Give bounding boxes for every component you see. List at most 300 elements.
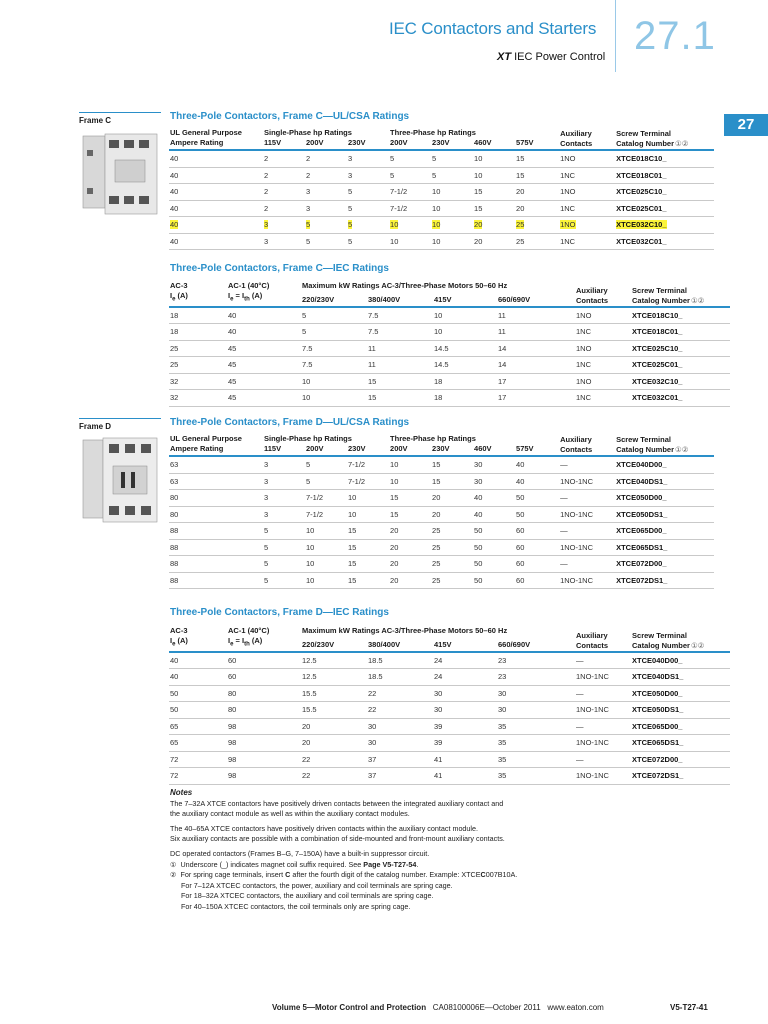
table-cell <box>473 456 515 473</box>
cell-value: 5 <box>264 575 269 585</box>
cell-value: 1NO <box>576 343 592 353</box>
cell-value: 25 <box>170 343 179 353</box>
table-cell <box>347 473 389 490</box>
note-paragraph-1b: the auxiliary contact module as well as within the auxiliary contact modules. <box>170 809 410 819</box>
note-paragraph-3: Six auxiliary contacts are possible with a combination of side-mounted and front-mount auxiliary contacts. <box>170 834 505 844</box>
cell-value: 10 <box>432 187 441 197</box>
table-cell <box>433 307 497 324</box>
catalog-number-cell[interactable] <box>631 357 730 374</box>
table-cell <box>263 556 305 573</box>
chapter-tab[interactable]: 27 <box>724 114 768 136</box>
table-cell <box>169 150 263 167</box>
table-cell <box>433 390 497 407</box>
cell-value: 7-1/2 <box>348 476 366 486</box>
table-cell <box>433 685 497 702</box>
table-row <box>169 523 714 540</box>
cell-value: 10 <box>306 559 315 569</box>
header-subtitle-text: IEC Power Control <box>514 51 606 63</box>
cell-value: 11 <box>498 327 506 337</box>
table-cell <box>515 473 559 490</box>
table-cell <box>515 572 559 589</box>
table-cell <box>169 735 227 752</box>
table-cell <box>263 572 305 589</box>
table-cell <box>389 456 431 473</box>
table-row <box>169 390 730 407</box>
cell-value: 5 <box>306 220 311 230</box>
ith-eq: = I <box>233 291 245 300</box>
cell-value: XTCE032C10_ <box>632 376 683 386</box>
cell-value: XTCE050DS1_ <box>616 509 668 519</box>
table-cell <box>301 735 367 752</box>
table-row <box>169 572 714 589</box>
table-cell <box>263 184 305 201</box>
catalog-number-cell[interactable] <box>631 751 730 768</box>
cell-value: 18 <box>170 310 179 320</box>
table-cell <box>433 718 497 735</box>
table-cell <box>559 456 615 473</box>
c_iec-catalog-header <box>631 281 730 307</box>
c_ul-single-phase-header: Single-Phase hp Ratings <box>264 128 352 137</box>
cell-value: 40 <box>474 493 483 503</box>
table-cell <box>515 523 559 540</box>
table-cell <box>389 556 431 573</box>
cell-value: 7-1/2 <box>306 493 324 503</box>
cell-value: — <box>560 526 568 536</box>
cell-value: XTCE040D00_ <box>616 460 667 470</box>
ith-i: I <box>228 291 231 300</box>
catalog-number-cell[interactable] <box>631 768 730 785</box>
cell-value: 20 <box>432 509 441 519</box>
cell-value: 20 <box>390 526 399 536</box>
cell-value: 5 <box>264 559 269 569</box>
catalog-header-line2: Catalog Number <box>616 139 675 148</box>
cell-value: 7-1/2 <box>390 187 408 197</box>
table-cell <box>473 200 515 217</box>
cell-value: 98 <box>228 738 237 748</box>
table-cell <box>431 556 473 573</box>
footnote-ref-marks: ①② <box>690 295 705 305</box>
catalog-number-cell[interactable] <box>615 523 714 540</box>
table-cell <box>227 669 301 686</box>
cell-value: 3 <box>348 170 353 180</box>
ith-unit: (A) <box>249 291 263 300</box>
table-cell <box>301 340 367 357</box>
catalog-number-cell[interactable] <box>615 456 714 473</box>
catalog-number-cell[interactable] <box>631 735 730 752</box>
catalog-number-cell[interactable] <box>631 390 730 407</box>
table-cell <box>575 735 631 752</box>
footer-page-number: V5-T27-41 <box>670 1003 708 1012</box>
cell-value: 40 <box>516 476 525 486</box>
cell-value: 60 <box>228 655 237 665</box>
table-cell <box>169 702 227 719</box>
table-cell <box>431 456 473 473</box>
ith-sub-e: e <box>230 296 234 303</box>
cell-value: 30 <box>498 688 507 698</box>
table-row <box>169 702 730 719</box>
table-cell <box>575 307 631 324</box>
catalog-number-cell[interactable] <box>615 184 714 201</box>
cell-value: 15 <box>516 154 525 164</box>
cell-value: 11 <box>368 343 376 353</box>
table-cell <box>389 233 431 250</box>
header-subtitle-prefix: XT <box>497 51 512 63</box>
table-cell <box>169 539 263 556</box>
table-c-iec-title: Three-Pole Contactors, Frame C—IEC Ratings <box>170 263 389 274</box>
cell-value: 1NC <box>576 393 592 403</box>
cell-value: — <box>560 493 568 503</box>
ie-unit: (A) <box>175 636 188 645</box>
catalog-number-cell[interactable] <box>631 324 730 341</box>
catalog-number-cell[interactable] <box>615 473 714 490</box>
d_iec-aux-header <box>575 626 631 652</box>
table-cell <box>389 200 431 217</box>
table-cell <box>227 390 301 407</box>
table-cell <box>431 523 473 540</box>
table-cell <box>301 669 367 686</box>
cell-value: 88 <box>170 575 179 585</box>
catalog-number-cell[interactable] <box>631 702 730 719</box>
note-paragraph-1: The 7–32A XTCE contactors have positively driven contacts between the integrated auxiliary contact and <box>170 798 504 808</box>
table-cell <box>559 473 615 490</box>
table-row <box>169 200 714 217</box>
footnote-1-page-link[interactable]: Page V5-T27-54 <box>363 859 417 869</box>
cell-value: 15 <box>348 575 357 585</box>
table-cell <box>515 456 559 473</box>
cell-value: 41 <box>434 771 443 781</box>
footer <box>272 1003 604 1012</box>
ith-sub-th: th <box>244 641 250 648</box>
cell-value: 10 <box>474 170 483 180</box>
cell-value: 60 <box>516 559 525 569</box>
cell-value: 2 <box>264 154 269 164</box>
footer-website[interactable]: www.eaton.com <box>547 1003 604 1012</box>
cell-value: XTCE072DS1_ <box>616 575 668 585</box>
cell-value: 10 <box>306 575 315 585</box>
footnote-2 <box>170 870 590 881</box>
table-cell <box>433 652 497 669</box>
cell-value: 40 <box>474 509 483 519</box>
aux-header-line1: Auxiliary <box>576 630 608 640</box>
catalog-number-cell[interactable] <box>631 685 730 702</box>
cell-value: 10 <box>432 220 441 230</box>
table-cell <box>559 572 615 589</box>
cell-value: 3 <box>306 187 311 197</box>
cell-value: — <box>560 559 568 569</box>
table-cell <box>473 539 515 556</box>
table-row <box>169 307 730 324</box>
section-number: 27.1 <box>634 14 716 58</box>
table-cell <box>227 768 301 785</box>
cell-value: 10 <box>348 509 357 519</box>
cell-value: 5 <box>302 310 307 320</box>
table-row <box>169 556 714 573</box>
c_ul-voltage-header-2: 230V <box>347 138 389 150</box>
table-cell <box>497 390 575 407</box>
cell-value: 14.5 <box>434 360 449 370</box>
table-row <box>169 357 730 374</box>
catalog-number-cell[interactable] <box>615 539 714 556</box>
table-cell <box>347 506 389 523</box>
table-cell <box>433 702 497 719</box>
table-cell <box>497 324 575 341</box>
table-cell <box>473 184 515 201</box>
table-cell <box>515 233 559 250</box>
cell-value: 10 <box>390 236 399 246</box>
cell-value: 3 <box>264 493 269 503</box>
cell-value: 20 <box>302 738 311 748</box>
cell-value: 1NO-1NC <box>576 672 609 682</box>
cell-value: 60 <box>516 542 525 552</box>
catalog-header-line2: Catalog Number <box>632 640 690 650</box>
d_iec-ith-header <box>227 636 301 652</box>
c_ul-voltage-header-1: 200V <box>305 138 347 150</box>
header-title: IEC Contactors and Starters <box>389 19 597 38</box>
catalog-number-cell[interactable] <box>615 556 714 573</box>
cell-value: 7.5 <box>302 360 313 370</box>
table-cell <box>431 167 473 184</box>
cell-value: 10 <box>306 542 315 552</box>
table-cell <box>263 217 305 234</box>
d_iec-kw-voltage-header-0: 220/230V <box>301 636 367 652</box>
table-row <box>169 473 714 490</box>
table-cell <box>515 539 559 556</box>
cell-value: 22 <box>368 705 377 715</box>
cell-value: 63 <box>170 476 179 486</box>
table-cell <box>305 523 347 540</box>
table-row <box>169 539 714 556</box>
table-cell <box>227 307 301 324</box>
table-cell <box>515 556 559 573</box>
cell-value: 7.5 <box>302 343 313 353</box>
table-row <box>169 718 730 735</box>
table-cell <box>263 490 305 507</box>
catalog-header-line1: Screw Terminal <box>632 630 687 640</box>
cell-value: 15.5 <box>302 688 317 698</box>
table-cell <box>305 233 347 250</box>
table-cell <box>169 373 227 390</box>
cell-value: 14.5 <box>434 343 449 353</box>
catalog-header-line2: Catalog Number <box>616 445 675 454</box>
table-cell <box>575 340 631 357</box>
cell-value: 15 <box>390 509 399 519</box>
cell-value: 22 <box>302 754 311 764</box>
cell-value: 17 <box>498 376 507 386</box>
cell-value: XTCE018C10_ <box>632 310 683 320</box>
table-row <box>169 324 730 341</box>
catalog-number-cell[interactable] <box>615 150 714 167</box>
catalog-number-cell[interactable] <box>631 669 730 686</box>
table-cell <box>367 340 433 357</box>
table-cell <box>347 217 389 234</box>
cell-value: 25 <box>170 360 179 370</box>
cell-value: 40 <box>170 187 179 197</box>
d_ul-voltage-header-5: 460V <box>473 444 515 456</box>
catalog-number-cell[interactable] <box>615 200 714 217</box>
cell-value: 20 <box>516 203 525 213</box>
table-cell <box>431 217 473 234</box>
cell-value: 20 <box>474 220 483 230</box>
cell-value: 98 <box>228 754 237 764</box>
table-cell <box>497 768 575 785</box>
cell-value: 1NC <box>560 236 576 246</box>
cell-value: 1NC <box>560 203 576 213</box>
table-cell <box>497 307 575 324</box>
table-cell <box>301 702 367 719</box>
table-cell <box>301 768 367 785</box>
d_ul-voltage-header-2: 230V <box>347 444 389 456</box>
table-cell <box>301 685 367 702</box>
table-cell <box>227 685 301 702</box>
cell-value: — <box>576 688 584 698</box>
ie-sub: e <box>172 296 176 303</box>
table-cell <box>389 217 431 234</box>
frame-c-rule <box>79 112 161 113</box>
cell-value: 63 <box>170 460 179 470</box>
table-cell <box>431 184 473 201</box>
table-row <box>169 506 714 523</box>
cell-value: XTCE025C01_ <box>616 203 667 213</box>
table-row <box>169 373 730 390</box>
cell-value: 45 <box>228 393 237 403</box>
cell-value: 5 <box>306 476 311 486</box>
table-row <box>169 685 730 702</box>
cell-value: 5 <box>432 170 437 180</box>
table-row <box>169 652 730 669</box>
table-row <box>169 456 714 473</box>
cell-value: 30 <box>474 476 483 486</box>
footer-doc-number: CA08100006E—October 2011 <box>432 1003 541 1012</box>
cell-value: 50 <box>474 559 483 569</box>
note-paragraph-4: DC operated contactors (Frames B–G, 7–150A) have a built-in suppressor circuit. <box>170 848 430 858</box>
table-cell <box>263 506 305 523</box>
cell-value: — <box>560 460 568 470</box>
cell-value: 18.5 <box>368 655 383 665</box>
cell-value: 1NO <box>560 187 576 197</box>
table-cell <box>497 685 575 702</box>
d_ul-catalog-header <box>615 434 714 456</box>
table-cell <box>169 217 263 234</box>
table-cell <box>559 200 615 217</box>
table-cell <box>575 357 631 374</box>
cell-value: 11 <box>368 360 376 370</box>
footnote-2-text2: after the fourth digit of the catalog number. Example: XTCE <box>290 870 481 880</box>
cell-value: 10 <box>390 220 399 230</box>
cell-value: 2 <box>264 203 269 213</box>
cell-value: 40 <box>228 327 237 337</box>
table-cell <box>263 523 305 540</box>
table-cell <box>305 150 347 167</box>
table-cell <box>559 539 615 556</box>
table-cell <box>367 685 433 702</box>
c_ul-ampere-header-line2: Ampere Rating <box>169 138 263 150</box>
table-cell <box>263 473 305 490</box>
footnote-1-end: . <box>416 859 419 869</box>
table-cell <box>227 373 301 390</box>
catalog-number-cell[interactable] <box>615 506 714 523</box>
table-cell <box>497 340 575 357</box>
cell-value: XTCE040DS1_ <box>616 476 668 486</box>
catalog-number-cell[interactable] <box>615 167 714 184</box>
catalog-number-cell[interactable] <box>615 233 714 250</box>
cell-value: 39 <box>434 738 443 748</box>
cell-value: XTCE025C10_ <box>632 343 683 353</box>
c_iec-kw-voltage-header-0: 220/230V <box>301 291 367 307</box>
cell-value: 2 <box>306 154 311 164</box>
table-cell <box>367 652 433 669</box>
cell-value: 1NC <box>576 327 592 337</box>
table-cell <box>473 572 515 589</box>
catalog-number-cell[interactable] <box>631 652 730 669</box>
catalog-number-cell[interactable] <box>631 340 730 357</box>
cell-value: 12.5 <box>302 655 317 665</box>
d_iec-ie-header <box>169 636 227 652</box>
cell-value: 98 <box>228 721 237 731</box>
c_ul-aux-header <box>559 128 615 150</box>
table-cell <box>575 390 631 407</box>
notes-block <box>170 788 590 913</box>
cell-value: 60 <box>228 672 237 682</box>
cell-value: 18.5 <box>368 672 383 682</box>
table-cell <box>347 233 389 250</box>
footnote-2-line-4: For 40–150A XTCEC contactors, the coil terminals only are spring cage. <box>181 901 411 911</box>
catalog-header-line1: Screw Terminal <box>616 435 671 444</box>
ie-i: I <box>170 291 173 300</box>
cell-value: 1NO <box>576 376 592 386</box>
cell-value: 10 <box>390 476 399 486</box>
cell-value: 20 <box>432 493 441 503</box>
table-cell <box>575 718 631 735</box>
cell-value: XTCE032C01_ <box>616 236 667 246</box>
cell-value: 25 <box>432 526 441 536</box>
table-c-iec <box>169 281 730 407</box>
cell-value: 7-1/2 <box>306 509 324 519</box>
frame-c-contactor-image <box>79 130 161 218</box>
table-cell <box>227 357 301 374</box>
table-cell <box>367 751 433 768</box>
d_ul-voltage-header-1: 200V <box>305 444 347 456</box>
cell-value: 15 <box>432 460 441 470</box>
catalog-number-cell[interactable] <box>631 718 730 735</box>
catalog-number-cell[interactable] <box>615 217 714 234</box>
catalog-number-cell[interactable] <box>615 490 714 507</box>
table-cell <box>559 167 615 184</box>
cell-value: — <box>576 754 584 764</box>
table-d-ul <box>169 434 714 589</box>
cell-value: 7-1/2 <box>348 460 366 470</box>
table-cell <box>227 735 301 752</box>
cell-value: 5 <box>348 236 353 246</box>
table-cell <box>559 506 615 523</box>
table-cell <box>575 685 631 702</box>
table-row <box>169 233 714 250</box>
footnote-2-line-3: For 18–32A XTCEC contactors, the auxiliary and coil terminals are spring cage. <box>181 891 434 901</box>
c_ul-voltage-header-3: 200V <box>389 138 431 150</box>
table-cell <box>367 357 433 374</box>
table-cell <box>473 167 515 184</box>
table-d-iec-title: Three-Pole Contactors, Frame D—IEC Ratings <box>170 607 389 618</box>
table-cell <box>169 768 227 785</box>
table-cell <box>305 167 347 184</box>
d_ul-voltage-header-6: 575V <box>515 444 559 456</box>
aux-header-line1: Auxiliary <box>560 129 592 138</box>
cell-value: 18 <box>170 327 179 337</box>
catalog-number-cell[interactable] <box>615 572 714 589</box>
catalog-number-cell[interactable] <box>631 307 730 324</box>
cell-value: 3 <box>264 509 269 519</box>
catalog-number-cell[interactable] <box>631 373 730 390</box>
cell-value: 3 <box>348 154 353 164</box>
